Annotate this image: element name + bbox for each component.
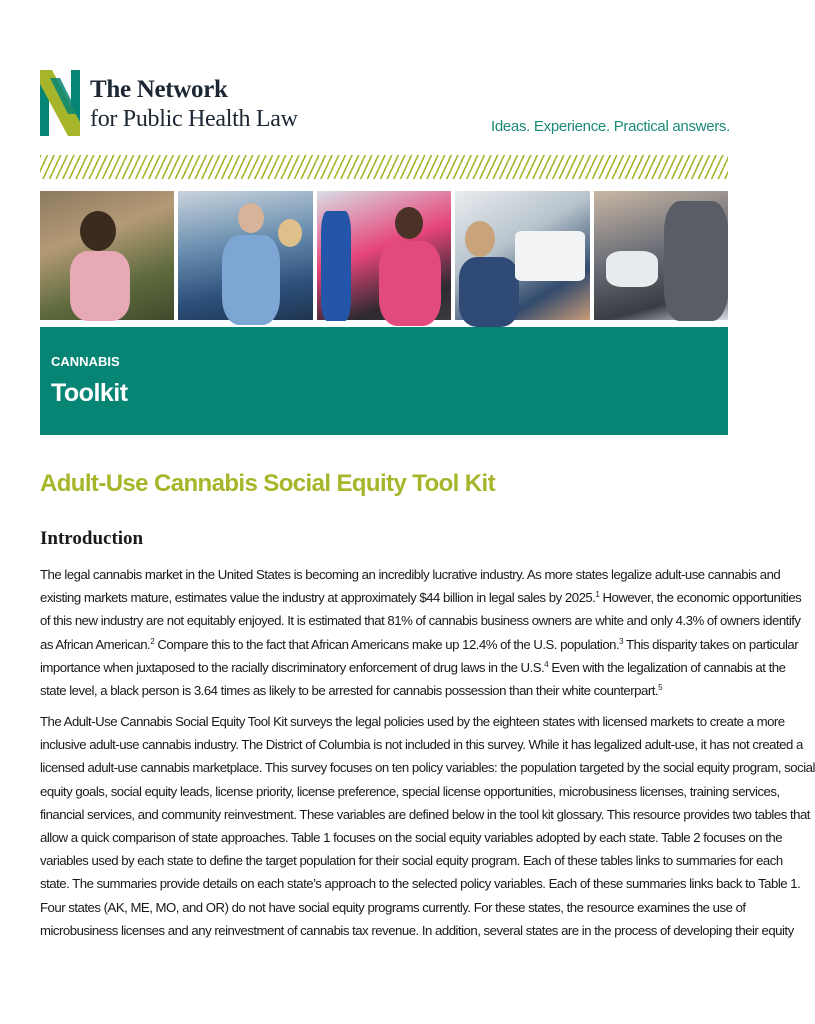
photo-vaccination [594, 191, 728, 320]
photo-healthcare-workers [178, 191, 312, 320]
text-line: of this new industry are not equitably enjoyed. It is estimated that 81% of cannabis business owners are white and only 4.3% of owners identify [40, 613, 801, 629]
text-line: financial services, and community reinvestment. These variables are defined below in the tool kit glossary. This resource provides two tables that [40, 806, 810, 822]
text-line: licensed adult-use cannabis marketplace. This survey focuses on ten policy variables: the population targeted by the social equity program, social [40, 760, 815, 776]
logo-name-line2: for Public Health Law [90, 106, 298, 132]
text-line: equity goals, social equity leads, license priority, license preference, special license opportunities, microbusiness licenses, training services, [40, 783, 780, 799]
text-line: state level, a black person is 3.64 times as likely to be arrested for cannabis possession than their white counterpart.$^5$ [40, 682, 663, 698]
photo-strip [40, 191, 728, 320]
decorative-stripe [40, 155, 728, 179]
text-line: importance when juxtaposed to the racially discriminatory enforcement of drug laws in the U.S.$^4$ Even with the legalization of cannabis at the [40, 659, 786, 675]
section-heading: Introduction [40, 528, 144, 549]
text-line: The legal cannabis market in the United States is becoming an incredibly lucrative industry. As more states legalize adult-use cannabis and [40, 567, 781, 582]
text-line: microbusiness licenses and any reinvestment of cannabis tax revenue. In addition, several states are in the process of developing their equity [40, 922, 794, 938]
text-line: existing markets mature, estimates value the industry at approximately $44 billion in legal sales by 2025.$^1$ However, the economic opportunities [40, 590, 802, 606]
footnote-ref[interactable]: 4 [544, 659, 549, 669]
photo-lab-technician [455, 191, 589, 320]
logo-name-line1: The Network [90, 76, 228, 103]
footnote-ref[interactable]: 3 [619, 636, 624, 646]
document-title: Adult-Use Cannabis Social Equity Tool Kit [40, 470, 495, 497]
text-line: The Adult-Use Cannabis Social Equity Tool Kit surveys the legal policies used by the eighteen states with licensed markets to create a more [40, 714, 785, 729]
organization-logo[interactable] [40, 70, 340, 140]
tagline: Ideas. Experience. Practical answers. [490, 118, 730, 135]
photo-child-playing [40, 191, 174, 320]
survey-paragraph [40, 710, 815, 942]
text-line: Four states (AK, ME, MO, and OR) do not have social equity programs currently. For these states, the resource examines the use of [40, 899, 746, 915]
text-line: inclusive adult-use cannabis industry. The District of Columbia is not included in this survey. While it has legalized adult-use, it has not created a [40, 737, 803, 753]
intro-paragraph [40, 563, 802, 702]
text-line: state. The summaries provide details on each state’s approach to the selected policy variables. Each of these summaries links back to Table 1. [40, 876, 801, 892]
photo-women-talking [317, 191, 451, 320]
toolkit-banner [40, 327, 728, 435]
banner-kicker: CANNABIS [51, 354, 120, 369]
text-line: variables used by each state to define the target population for their social equity program. Each of these tables links to summaries for each [40, 853, 783, 869]
text-line: as African American.$^2$ Compare this to the fact that African Americans make up 12.4% of the U.S. population.$^3$ This disparity takes on particular [40, 636, 799, 652]
footnote-ref[interactable]: 2 [150, 636, 155, 646]
footnote-ref[interactable]: 1 [595, 590, 600, 600]
footnote-ref[interactable]: 5 [658, 682, 663, 692]
text-line: allow a quick comparison of state approaches. Table 1 focuses on the social equity variables adopted by each state. Table 2 focuses on the [40, 829, 783, 845]
network-logo-icon [40, 70, 80, 136]
banner-title: Toolkit [51, 379, 128, 407]
